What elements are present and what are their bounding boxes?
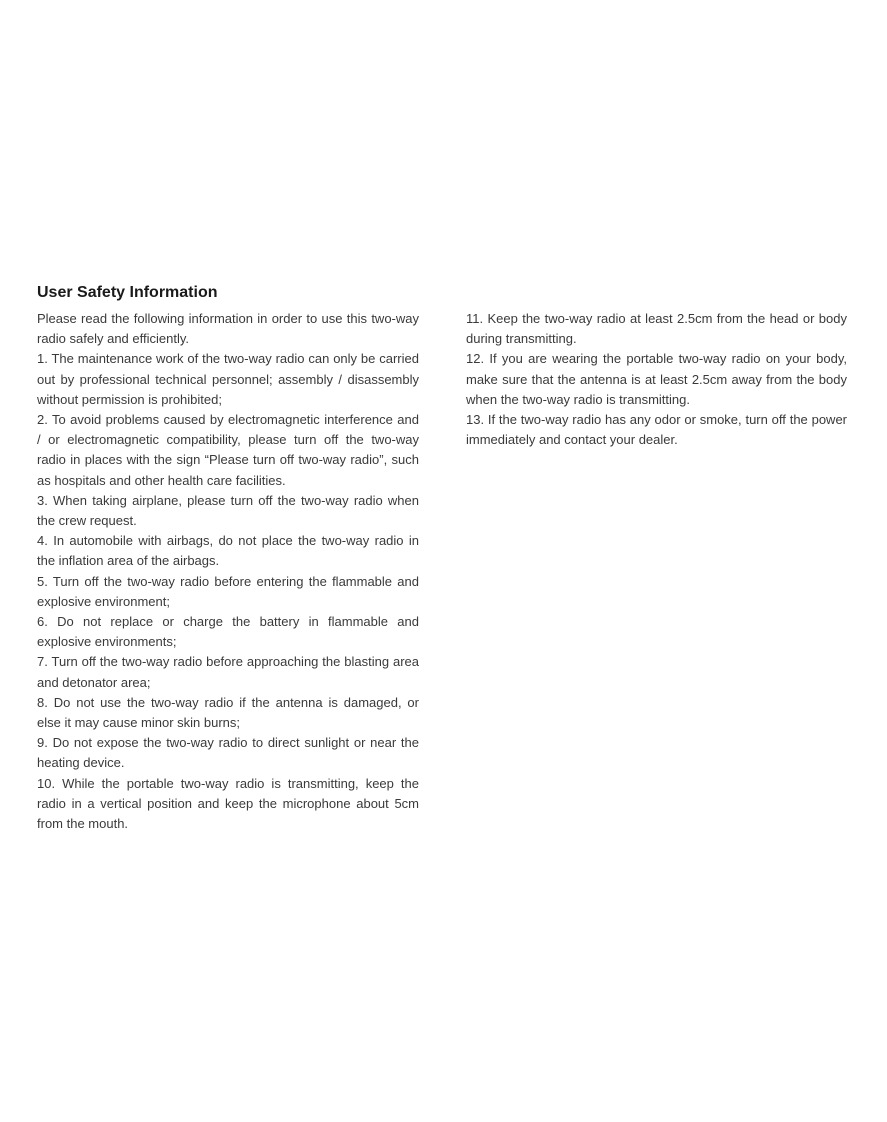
right-column <box>466 309 847 450</box>
safety-item-1: 1. The maintenance work of the two-way radio can only be carried out by professional technical personnel; assembly / disassembly without permission is prohibited; <box>37 351 419 407</box>
safety-item-13: 13. If the two-way radio has any odor or smoke, turn off the power immediately and contact your dealer. <box>466 412 847 448</box>
page-title: User Safety Information <box>37 284 218 301</box>
safety-item-2: 2. To avoid problems caused by electromagnetic interference and / or electromagnetic compatibility, please turn off the two-way radio in places with the sign “Please turn off two-way radio”, such as hospitals and other health care facilities. <box>37 412 419 488</box>
left-column <box>37 309 419 834</box>
safety-item-12: 12. If you are wearing the portable two-way radio on your body, make sure that the antenna is at least 2.5cm away from the body when the two-way radio is transmitting. <box>466 351 847 407</box>
safety-item-10: 10. While the portable two-way radio is transmitting, keep the radio in a vertical position and keep the microphone about 5cm from the mouth. <box>37 775 419 832</box>
safety-item-4: 4. In automobile with airbags, do not place the two-way radio in the inflation area of the airbags. <box>37 533 419 569</box>
safety-item-3: 3. When taking airplane, please turn off the two-way radio when the crew request. <box>37 492 419 529</box>
safety-item-7: 7. Turn off the two-way radio before approaching the blasting area and detonator area; <box>37 654 419 690</box>
safety-item-5: 5. Turn off the two-way radio before entering the flammable and explosive environment; <box>37 573 419 609</box>
safety-item-11: 11. Keep the two-way radio at least 2.5cm from the head or body during transmitting. <box>466 311 847 347</box>
safety-item-8: 8. Do not use the two-way radio if the antenna is damaged, or else it may cause minor skin burns; <box>37 694 419 731</box>
intro-paragraph: Please read the following information in order to use this two-way radio safely and efficiently. <box>37 311 419 347</box>
safety-item-6: 6. Do not replace or charge the battery in flammable and explosive environments; <box>37 614 419 650</box>
safety-item-9: 9. Do not expose the two-way radio to direct sunlight or near the heating device. <box>37 735 419 771</box>
